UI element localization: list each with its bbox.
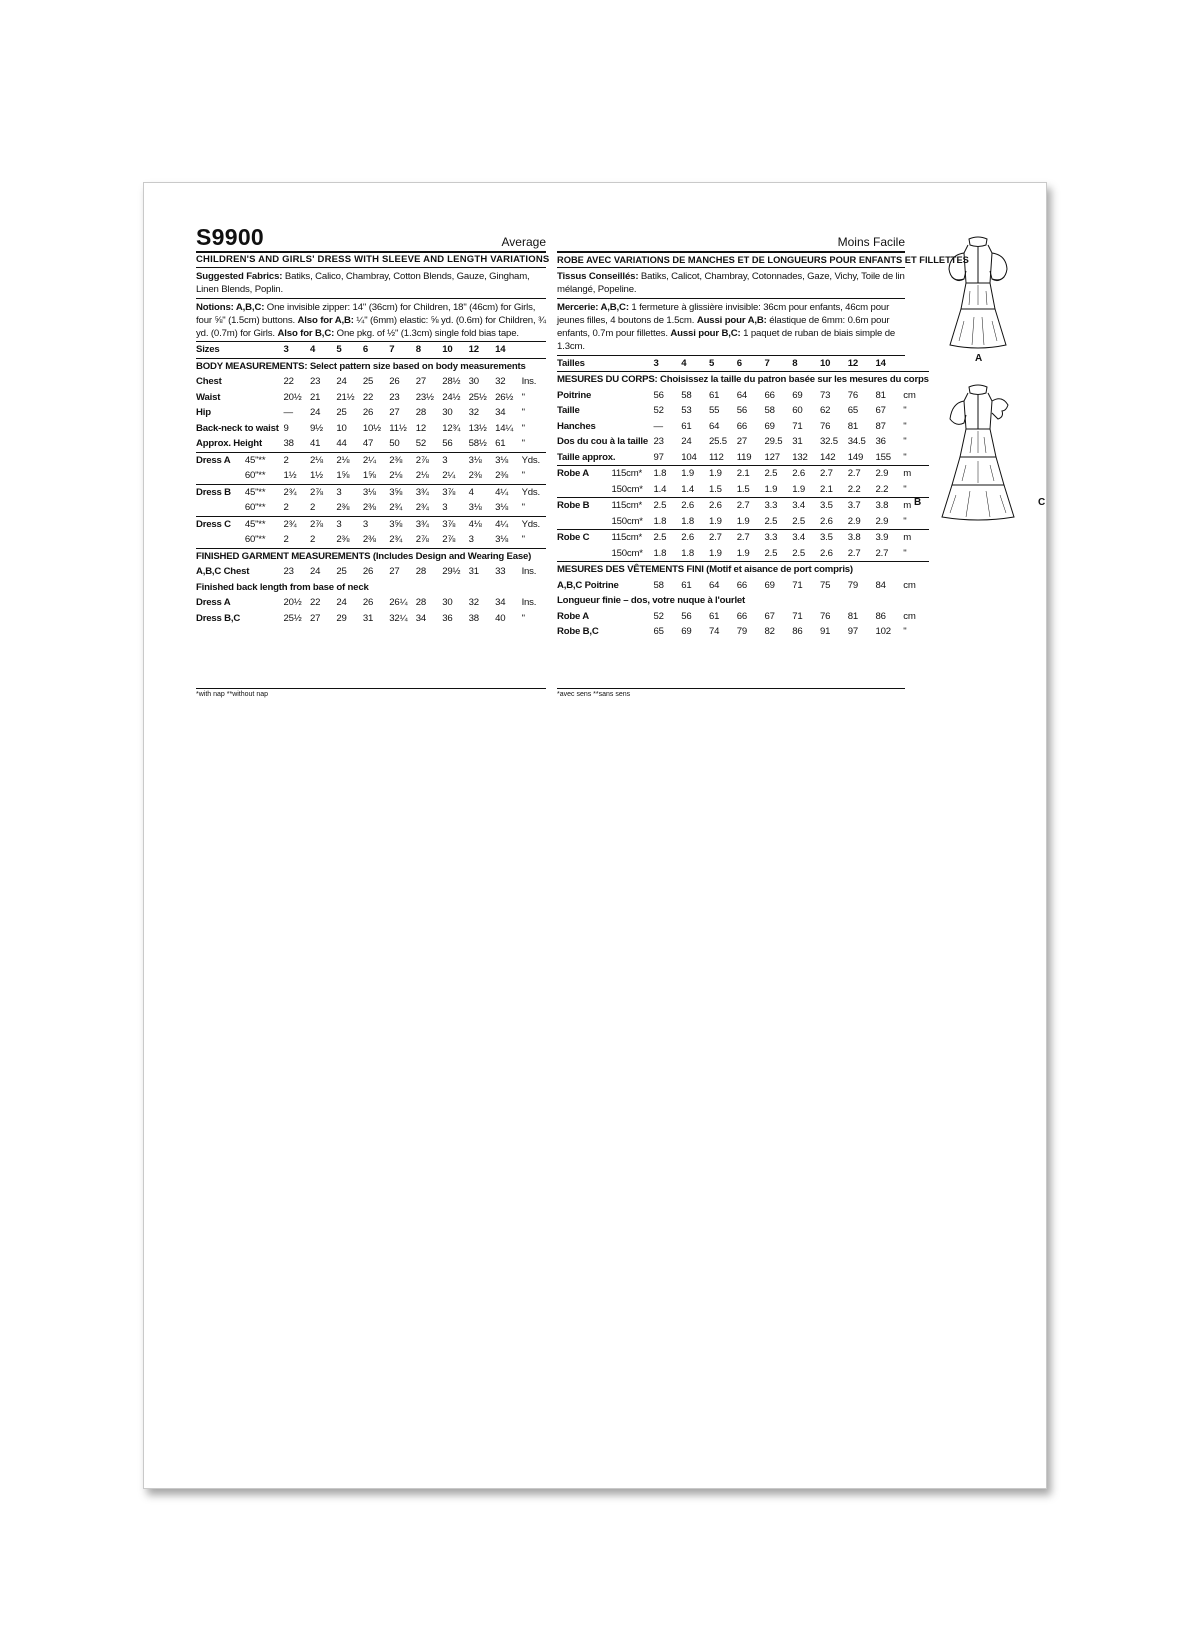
yardage-row: Robe B 115cm* 2.5 2.6 2.6 2.7 3.3 3.4 3.5 3.7 3.8 m bbox=[557, 500, 912, 512]
footnote-fr: *avec sens **sans sens bbox=[557, 691, 631, 698]
finished-heading: MESURES DES VÊTEMENTS FINI (Motif et aisance de port compris) bbox=[557, 564, 853, 576]
body-row: Taille approx. 97 104 112 119 127 132 142 149 155 " bbox=[557, 450, 929, 466]
yardage-row: Dress A 45"** 2 2⅛ 2⅛ 2¼ 2⅜ 2⅞ 3 3⅛ 3⅛ Yds. bbox=[196, 454, 540, 466]
finished-chest-row: A,B,C Chest 23 24 25 26 27 28 29½ 31 33 Ins. bbox=[196, 566, 537, 578]
yardage-row: 60"** 1½ 1½ 1⅝ 1⅝ 2⅛ 2⅛ 2¼ 2⅜ 2⅜ " bbox=[196, 468, 546, 484]
body-row: Waist 20½ 21 21½ 22 23 23½ 24½ 25½ 26½ " bbox=[196, 391, 525, 403]
finished-chest-row: A,B,C Poitrine 58 61 64 66 69 71 75 79 84 cm bbox=[557, 579, 916, 591]
footnote: *with nap **without nap bbox=[196, 691, 268, 698]
english-column bbox=[196, 224, 550, 626]
body-row: Back-neck to waist 9 9½ 10 10½ 11½ 12 12¾ 13½ 14¼ " bbox=[196, 422, 525, 434]
body-row: Dos du cou à la taille 23 24 25.5 27 29.5 31 32.5 34.5 36 " bbox=[557, 436, 907, 448]
finished-heading: FINISHED GARMENT MEASUREMENTS (Includes Design and Wearing Ease) bbox=[196, 550, 532, 562]
body-row: Poitrine 56 58 61 64 66 69 73 76 81 cm bbox=[557, 389, 916, 401]
yardage-row: 60"** 2 2 2⅜ 2⅜ 2¾ 2¾ 3 3⅛ 3⅛ " bbox=[196, 500, 546, 516]
body-row: Taille 52 53 55 56 58 60 62 65 67 " bbox=[557, 405, 907, 417]
notions-fr: Mercerie: A,B,C: 1 fermeture à glissière invisible: 36cm pour enfants, 46cm pour jeunes filles, 4 boutons de 1.5cm. Aussi pour A,B: élastique de 6mm: 0.6m pour enfants, 0.7m pour fillettes. Aussi pour B,C: 1 paquet de ruban de biais simple de 1.3cm. bbox=[557, 299, 905, 356]
back-length-row: Robe A 52 56 61 66 67 71 76 81 86 cm bbox=[557, 610, 916, 622]
yardage-row: 150cm* 1.8 1.8 1.9 1.9 2.5 2.5 2.6 2.7 2.7 " bbox=[557, 546, 929, 562]
view-a-label: A bbox=[975, 353, 983, 364]
measurement-table-fr bbox=[557, 356, 929, 640]
view-b-label: B bbox=[914, 497, 922, 508]
yardage-row: 150cm* 1.4 1.4 1.5 1.5 1.9 1.9 2.1 2.2 2.2 " bbox=[557, 482, 929, 498]
body-measurements-heading: BODY MEASUREMENTS: Select pattern size based on body measurements bbox=[196, 360, 526, 372]
sizes-row: Tailles 3 4 5 6 7 8 10 12 14 bbox=[557, 356, 929, 372]
yardage-row: Robe C 115cm* 2.5 2.6 2.7 2.7 3.3 3.4 3.5 3.8 3.9 m bbox=[557, 532, 912, 544]
back-length-heading: Finished back length from base of neck bbox=[196, 581, 369, 593]
suggested-fabrics: Suggested Fabrics: Batiks, Calico, Chambray, Cotton Blends, Gauze, Gingham, Linen Blends, Poplin. bbox=[196, 268, 546, 299]
notions: Notions: A,B,C: One invisible zipper: 14" (36cm) for Children, 18" (46cm) for Girls, four ⅝" (1.5cm) buttons. Also for A,B: ¼" (6mm) elastic: ⅝ yd. (0.6m) for Children, ¾ yd. (0.7m) for Girls. Also for B,C: One pkg. of ½" (1.3cm) single fold bias tape. bbox=[196, 299, 546, 343]
yardage-row: 60"** 2 2 2⅜ 2⅜ 2¾ 2⅞ 2⅞ 3 3⅛ " bbox=[196, 532, 546, 548]
body-row: Chest 22 23 24 25 26 27 28½ 30 32 Ins. bbox=[196, 376, 537, 388]
technical-drawings bbox=[914, 225, 1044, 525]
suggested-fabrics-fr: Tissus Conseillés: Batiks, Calicot, Chambray, Cotonnades, Gaze, Vichy, Toile de lin mélangé, Popeline. bbox=[557, 268, 905, 299]
pattern-title-fr: ROBE AVEC VARIATIONS DE MANCHES ET DE LONGUEURS POUR ENFANTS ET FILLETTES bbox=[557, 253, 905, 268]
body-row: Hanches — 61 64 66 69 71 76 81 87 " bbox=[557, 420, 907, 432]
yardage-row: Robe A 115cm* 1.8 1.9 1.9 2.1 2.5 2.6 2.7 2.7 2.9 m bbox=[557, 468, 912, 480]
pattern-envelope-back bbox=[143, 182, 1047, 1489]
pattern-number: S9900 bbox=[196, 224, 265, 250]
back-length-row: Dress B,C 25½ 27 29 31 32¼ 34 36 38 40 " bbox=[196, 612, 525, 624]
back-length-row: Dress A 20½ 22 24 26 26¼ 28 30 32 34 Ins. bbox=[196, 597, 537, 609]
sizes-row: Sizes 3 4 5 6 7 8 10 12 14 bbox=[196, 342, 546, 358]
body-measurements-heading: MESURES DU CORPS: Choisissez la taille du patron basée sur les mesures du corps bbox=[557, 374, 929, 386]
back-length-heading: Longueur finie – dos, votre nuque à l'ourlet bbox=[557, 595, 746, 607]
yardage-row: Dress C 45"** 2¾ 2⅞ 3 3 3⅝ 3¾ 3⅞ 4⅛ 4¼ Yds. bbox=[196, 518, 540, 530]
back-length-row: Robe B,C 65 69 74 79 82 86 91 97 102 " bbox=[557, 626, 907, 638]
difficulty-level-fr: Moins Facile bbox=[837, 235, 905, 249]
pattern-title: CHILDREN'S AND GIRLS' DRESS WITH SLEEVE AND LENGTH VARIATIONS bbox=[196, 253, 546, 268]
yardage-row: 150cm* 1.8 1.8 1.9 1.9 2.5 2.5 2.6 2.9 2.9 " bbox=[557, 514, 929, 530]
difficulty-level: Average bbox=[501, 235, 546, 249]
yardage-row: Dress B 45"** 2¾ 2⅞ 3 3⅛ 3⅝ 3¾ 3⅞ 4 4¼ Yds. bbox=[196, 486, 540, 498]
french-column bbox=[557, 225, 969, 640]
measurement-table bbox=[196, 342, 546, 626]
dress-a-drawing bbox=[949, 237, 1007, 348]
body-row: Approx. Height 38 41 44 47 50 52 56 58½ 61 " bbox=[196, 436, 546, 452]
body-row: Hip — 24 25 26 27 28 30 32 34 " bbox=[196, 407, 525, 419]
view-c-label: C bbox=[1038, 497, 1046, 508]
dress-bc-drawing bbox=[942, 385, 1014, 520]
